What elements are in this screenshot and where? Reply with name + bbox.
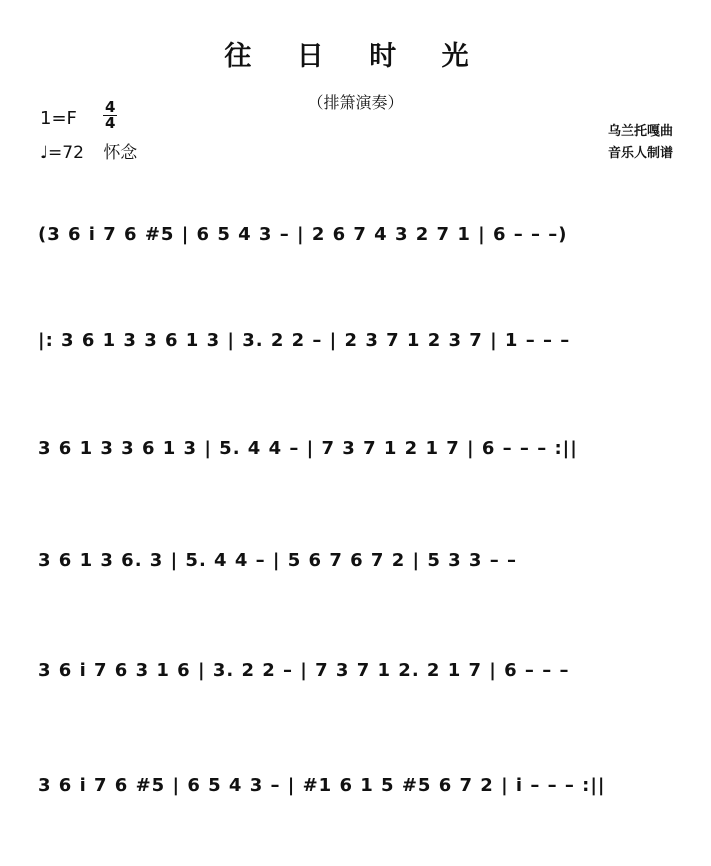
arranger-credit: 音乐人制谱 — [607, 146, 673, 161]
score-line-2-notes: |: 3 6 1 3 3 6 1 3 | 3. 2 2 – | 2 3 7 1 2 3 7 | 1 – – – — [38, 330, 571, 351]
song-title: 往 日 时 光 — [224, 41, 487, 72]
expression-marking: 怀念 — [103, 143, 138, 163]
score-line-4-notes: 3 6 1 3 6. 3 | 5. 4 4 – | 5 6 7 6 7 2 | 5 3 3 – – — [38, 550, 517, 571]
score-line-5 — [38, 660, 678, 690]
score-line-2 — [38, 330, 678, 360]
time-signature-bottom: 4 — [105, 114, 116, 132]
key-signature: 1=F — [40, 108, 77, 129]
score-line-4 — [38, 550, 678, 580]
score-line-6 — [38, 775, 678, 805]
time-signature-top: 4 — [105, 98, 116, 116]
composer-credit: 乌兰托嘎曲 — [607, 124, 673, 139]
score-line-1 — [38, 224, 678, 254]
score-line-5-notes: 3 6 i 7 6 3 1 6 | 3. 2 2 – | 7 3 7 1 2. 2 1 7 | 6 – – – — [38, 660, 570, 681]
subtitle: （排箫演奏） — [307, 93, 404, 112]
score-line-3-notes: 3 6 1 3 3 6 1 3 | 5. 4 4 – | 7 3 7 1 2 1 7 | 6 – – – :|| — [38, 438, 578, 459]
time-signature — [103, 100, 117, 131]
tempo-marking — [40, 138, 137, 163]
score-line-1-notes: (3 6 i 7 6 #5 | 6 5 4 3 – | 2 6 7 4 3 2 7 1 | 6 – – –) — [38, 224, 568, 245]
score-line-3 — [38, 438, 678, 468]
tempo-value: ♩=72 — [40, 143, 84, 163]
score-line-6-notes: 3 6 i 7 6 #5 | 6 5 4 3 – | #1 6 1 5 #5 6 7 2 | i – – – :|| — [38, 775, 606, 796]
